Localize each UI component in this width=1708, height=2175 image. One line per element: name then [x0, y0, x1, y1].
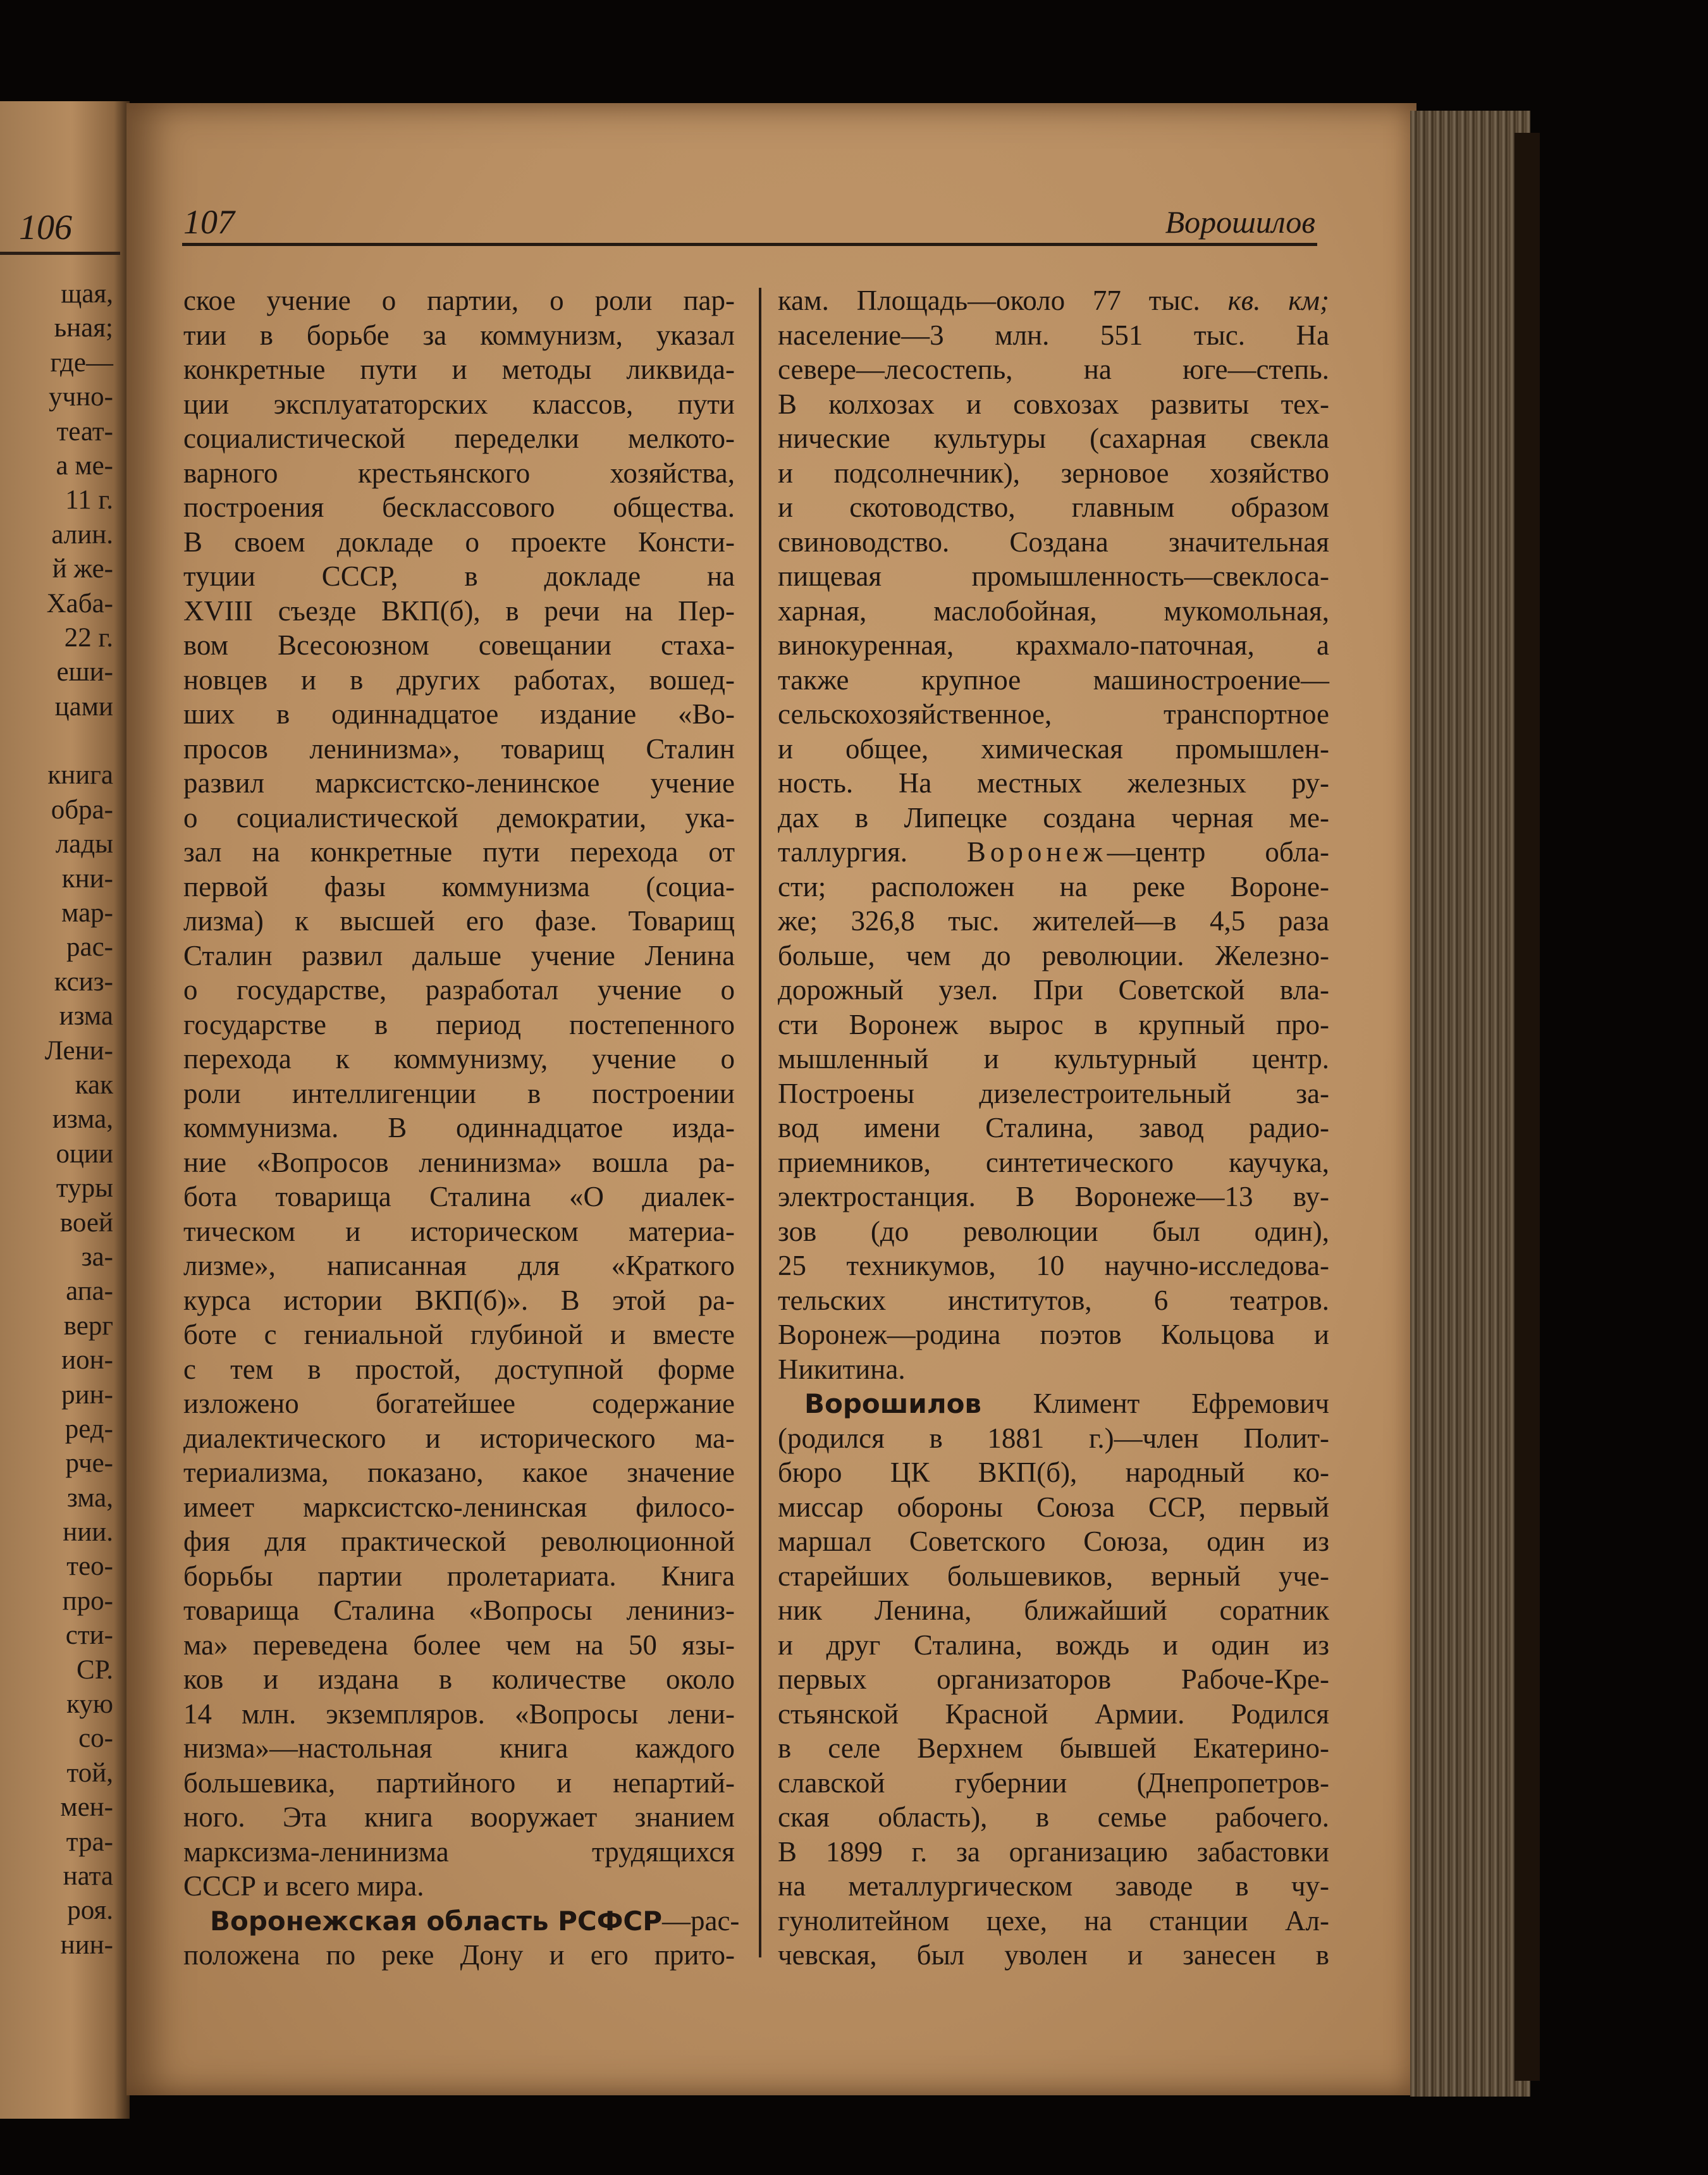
text-line: построения бесклассового общества.	[183, 491, 735, 523]
text-line: чевская, был уволен и занесен в	[778, 1939, 1329, 1971]
text-line: тельских институтов, 6 театров.	[778, 1284, 1329, 1316]
text-line: изложено богатейшее содержание	[183, 1388, 735, 1419]
text-line: зов (до революции был один),	[778, 1215, 1329, 1247]
previous-page-fragment: где—	[50, 347, 113, 378]
previous-page-fragment: ред-	[65, 1414, 113, 1444]
text-line: низма»—настольная книга каждого	[183, 1732, 735, 1764]
text-line: туции СССР, в докладе на	[183, 560, 735, 592]
previous-page-fragment: за-	[81, 1242, 113, 1272]
entry-headword-voronezh: Воронежская область РСФСР	[210, 1905, 662, 1937]
text-line: на металлургическом заводе в чу-	[778, 1870, 1329, 1902]
text-line: свиноводство. Создана значительная	[778, 526, 1329, 558]
text-line: имеет марксистско-ленинская филосо-	[183, 1491, 735, 1523]
column-divider	[759, 288, 761, 1957]
text-line: 14 млн. экземпляров. «Вопросы лени-	[183, 1697, 735, 1730]
previous-page-fragment: мен-	[60, 1792, 113, 1823]
spaced-word: Воронеж	[966, 836, 1107, 868]
previous-page-fragment: теат-	[56, 416, 113, 447]
book-page-edges	[1410, 111, 1530, 2097]
text-line: Сталин развил дальше учение Ленина	[183, 939, 735, 971]
text-line: винокуренная, крахмало-паточная, а	[778, 629, 1329, 661]
text-line: ская область), в семье рабочего.	[778, 1801, 1329, 1833]
text-line: и общее, химическая промышлен-	[778, 732, 1329, 765]
text-line: с тем в простой, доступной форме	[183, 1353, 735, 1385]
running-head: Ворошилов	[1165, 204, 1315, 240]
previous-page-fragment: 11 г.	[65, 485, 113, 515]
previous-page-header-rule	[0, 252, 120, 255]
previous-page-fragment: ната	[63, 1861, 113, 1891]
text-line: коммунизма. В одиннадцатое изда-	[183, 1112, 735, 1143]
entry-line-voronezh	[183, 1904, 740, 1938]
text-line: маршал Советского Союза, один из	[778, 1525, 1329, 1557]
text-line: больше, чем до революции. Железно-	[778, 939, 1329, 971]
previous-page-fragment: а ме-	[56, 450, 113, 481]
previous-page-fragment: нии.	[63, 1517, 113, 1548]
book-cover-edge	[1514, 133, 1540, 2081]
text-line: варного крестьянского хозяйства,	[183, 457, 735, 489]
text-line: дах в Липецке создана черная ме-	[778, 801, 1329, 834]
text-line: Воронеж—родина поэтов Кольцова и	[778, 1319, 1329, 1350]
page-number: 107	[183, 203, 235, 241]
previous-page-number: 106	[19, 208, 72, 247]
text-line: В своем докладе о проекте Консти-	[183, 526, 735, 558]
text-line: также крупное машиностроение—	[778, 663, 1329, 696]
entry-line-voroshilov	[778, 1386, 1329, 1421]
previous-page-fragment: ьная;	[54, 313, 113, 343]
previous-page-fragment: рче-	[65, 1448, 113, 1479]
previous-page-fragment: еши-	[56, 657, 113, 687]
previous-page-fragment: как	[75, 1069, 113, 1100]
header-rule	[182, 243, 1317, 246]
previous-page-fragment: верг	[63, 1310, 113, 1341]
previous-page-fragment: СР.	[77, 1654, 113, 1685]
previous-page-fragment: обра-	[51, 794, 113, 825]
text-line: тии в борьбе за коммунизм, указал	[183, 319, 735, 351]
previous-page-fragment: книга	[47, 760, 113, 791]
text-line: ние «Вопросов ленинизма» вошла ра-	[183, 1146, 735, 1178]
text-line: ность. На местных железных ру-	[778, 767, 1329, 799]
text-line: XVIII съезде ВКП(б), в речи на Пер-	[183, 595, 735, 627]
text-line: просов ленинизма», товарищ Сталин	[183, 732, 735, 765]
text-line: перехода к коммунизму, учение о	[183, 1043, 735, 1075]
previous-page-fragment: рин-	[61, 1379, 113, 1410]
previous-page	[0, 101, 130, 2119]
right-column-lines-b	[778, 870, 1329, 1387]
text-line: сти; расположен на реке Вороне-	[778, 870, 1329, 903]
text-segment-italic: кв. км;	[1227, 285, 1329, 316]
text-line: миссар обороны Союза ССР, первый	[778, 1491, 1329, 1523]
text-line: стьянской Красной Армии. Родился	[778, 1697, 1329, 1730]
text-line	[778, 835, 1329, 870]
text-line: новцев и в других работах, вошед-	[183, 663, 735, 696]
previous-page-fragment: Лени-	[44, 1035, 113, 1066]
previous-page-fragment: сти-	[65, 1620, 113, 1651]
text-line: ков и издана в количестве около	[183, 1663, 735, 1695]
previous-page-fragment: оции	[56, 1138, 113, 1169]
previous-page-fragment: про-	[62, 1586, 113, 1616]
text-line: тическом и историческом материа-	[183, 1215, 735, 1247]
previous-page-fragment: тра-	[66, 1827, 113, 1857]
text-line: нические культуры (сахарная свекла	[778, 422, 1329, 454]
previous-page-fragment: рас-	[66, 932, 113, 963]
text-line: дорожный узел. При Советской вла-	[778, 974, 1329, 1006]
previous-page-fragment: изма	[59, 1001, 113, 1032]
previous-page-fragment: алин.	[51, 519, 113, 550]
text-line: бюро ЦК ВКП(б), народный ко-	[778, 1457, 1329, 1488]
text-line: мышленный и культурный центр.	[778, 1043, 1329, 1075]
entry-line-rest: Климент Ефремович	[981, 1388, 1329, 1419]
text-line: В колхозах и совхозах развиты тех-	[778, 388, 1329, 420]
text-line: бота товарища Сталина «О диалек-	[183, 1181, 735, 1212]
text-segment: —центр обла-	[1107, 836, 1330, 868]
text-line: 25 техникумов, 10 научно-исследова-	[778, 1250, 1329, 1281]
text-line: гунолитейном цехе, на станции Ал-	[778, 1904, 1329, 1937]
text-line: конкретные пути и методы ликвида-	[183, 354, 735, 385]
text-line: и подсолнечник), зерновое хозяйство	[778, 457, 1329, 489]
text-line: социалистической переделки мелкото-	[183, 422, 735, 454]
text-line: лизма) к высшей его фазе. Товарищ	[183, 905, 735, 937]
previous-page-fragment: туры	[56, 1173, 113, 1204]
text-line: товарища Сталина «Вопросы лениниз-	[183, 1594, 735, 1626]
previous-page-fragment: изма,	[52, 1104, 113, 1135]
text-line: боте с гениальной глубиной и вместе	[183, 1319, 735, 1350]
text-line: приемников, синтетического каучука,	[778, 1146, 1329, 1178]
text-line	[778, 283, 1329, 318]
text-line: В 1899 г. за организацию забастовки	[778, 1835, 1329, 1868]
text-line: и друг Сталина, вождь и один из	[778, 1629, 1329, 1661]
text-line: курса истории ВКП(б)». В этой ра-	[183, 1284, 735, 1316]
previous-page-fragment: щая,	[61, 279, 113, 309]
previous-page-fragment: той,	[66, 1758, 113, 1788]
text-line: пищевая промышленность—свеклоса-	[778, 560, 1329, 592]
previous-page-fragment: лады	[55, 829, 113, 860]
previous-page-fragment: зма,	[66, 1482, 113, 1513]
text-line: фия для практической революционной	[183, 1525, 735, 1557]
previous-page-fragment: мар-	[61, 898, 113, 928]
right-column-lines-c	[778, 1421, 1329, 1973]
previous-page-fragment: кни-	[61, 863, 113, 894]
text-line: роли интеллигенции в построении	[183, 1077, 735, 1109]
text-line: Построены дизелестроительный за-	[778, 1077, 1329, 1109]
previous-page-fragment: воей	[59, 1207, 113, 1238]
text-line: ного. Эта книга вооружает знанием	[183, 1801, 735, 1833]
text-line: развил марксистско-ленинское учение	[183, 767, 735, 799]
text-line: Никитина.	[778, 1353, 906, 1385]
previous-page-text-fragments	[45, 277, 113, 1962]
text-line: о государстве, разработал учение о	[183, 974, 735, 1006]
text-line: севере—лесостепь, на юге—степь.	[778, 354, 1329, 385]
previous-page-fragment: цами	[54, 691, 113, 722]
text-line: ции эксплуататорских классов, пути	[183, 388, 735, 420]
previous-page-fragment: роя.	[67, 1895, 113, 1926]
text-line: СССР и всего мира.	[183, 1870, 424, 1902]
previous-page-fragment: тео-	[66, 1551, 113, 1582]
text-line: вом Всесоюзном совещании стаха-	[183, 629, 735, 661]
previous-page-fragment: ксиз-	[54, 966, 113, 997]
text-line: ших в одиннадцатое издание «Во-	[183, 698, 735, 730]
text-line: териализма, показано, какое значение	[183, 1457, 735, 1488]
text-line: ма» переведена более чем на 50 язы-	[183, 1629, 735, 1661]
text-line: первой фазы коммунизма (социа-	[183, 870, 735, 903]
entry-line-rest: —рас-	[661, 1904, 740, 1937]
text-line: сельскохозяйственное, транспортное	[778, 698, 1329, 730]
text-line: старейших большевиков, верный уче-	[778, 1560, 1329, 1592]
text-line: (родился в 1881 г.)—член Полит-	[778, 1422, 1329, 1454]
text-line: о социалистической демократии, ука-	[183, 801, 735, 834]
text-line: первых организаторов Рабоче-Кре-	[778, 1663, 1329, 1695]
previous-page-fragment: учно-	[49, 382, 113, 412]
left-column-lines	[183, 283, 735, 1904]
text-line: же; 326,8 тыс. жителей—в 4,5 раза	[778, 905, 1329, 937]
previous-page-fragment: й же-	[52, 554, 113, 584]
right-text-column	[778, 283, 1329, 1973]
text-line: харная, маслобойная, мукомольная,	[778, 595, 1329, 627]
text-line: ник Ленина, ближайший соратник	[778, 1594, 1329, 1626]
text-line: ское учение о партии, о роли пар-	[183, 285, 735, 316]
previous-page-fragment: со-	[78, 1723, 113, 1754]
text-line: славской губернии (Днепропетров-	[778, 1766, 1329, 1799]
text-line: положена по реке Дону и его прито-	[183, 1939, 735, 1971]
text-line: борьбы партии пролетариата. Книга	[183, 1560, 735, 1592]
text-line: лизме», написанная для «Краткого	[183, 1250, 735, 1281]
text-line: и скотоводство, главным образом	[778, 491, 1329, 523]
previous-page-fragment	[45, 724, 113, 758]
text-line: электростанция. В Воронеже—13 ву-	[778, 1181, 1329, 1212]
previous-page-fragment: кую	[66, 1689, 113, 1720]
text-line: вод имени Сталина, завод радио-	[778, 1112, 1329, 1143]
text-line: диалектического и исторического ма-	[183, 1422, 735, 1454]
previous-page-fragment: 22 г.	[64, 622, 113, 653]
previous-page-fragment: ион-	[61, 1345, 113, 1376]
text-line: большевика, партийного и непартий-	[183, 1766, 735, 1799]
entry-headword-voroshilov: Ворошилов	[804, 1388, 982, 1419]
text-line: население—3 млн. 551 тыс. На	[778, 319, 1329, 351]
previous-page-fragment: Хаба-	[46, 588, 113, 619]
previous-page-fragment: апа-	[66, 1276, 113, 1307]
text-segment: таллургия.	[778, 836, 967, 868]
text-line: зал на конкретные пути перехода от	[183, 836, 735, 868]
left-text-column	[183, 283, 740, 1973]
page-header	[183, 196, 1315, 247]
text-line: марксизма-ленинизма трудящихся	[183, 1835, 735, 1868]
previous-page-fragment: нин-	[60, 1930, 113, 1960]
text-segment: кам. Площадь—около 77 тыс.	[778, 285, 1228, 316]
text-line: сти Воронеж вырос в крупный про-	[778, 1008, 1329, 1040]
right-column-lines-a	[778, 318, 1329, 835]
text-line: государстве в период постепенного	[183, 1008, 735, 1040]
text-line: в селе Верхнем бывшей Екатерино-	[778, 1732, 1329, 1764]
